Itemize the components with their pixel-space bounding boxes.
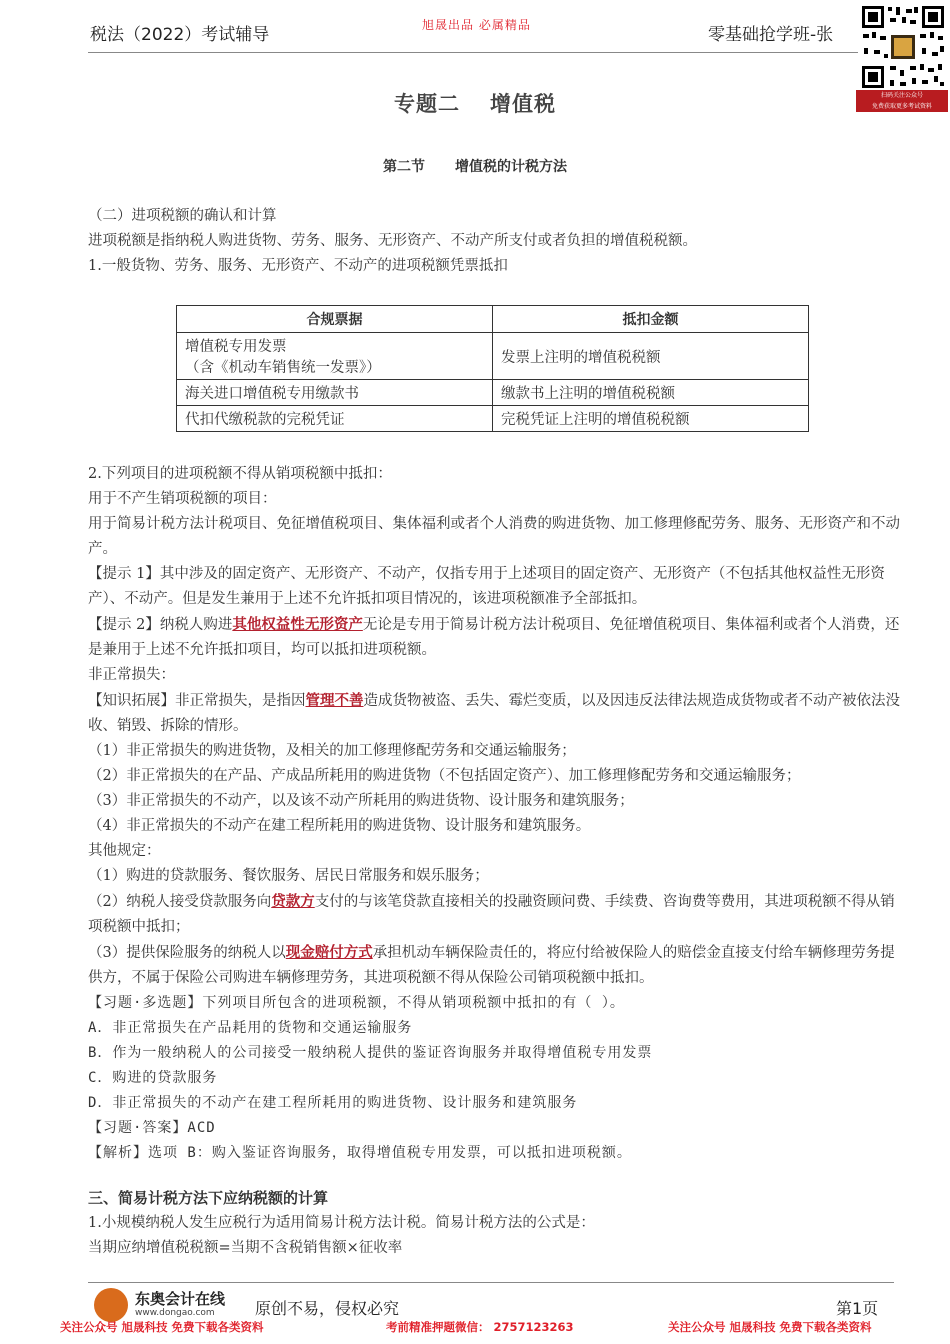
- table-cell: 完税凭证上注明的增值税税额: [493, 406, 809, 432]
- formula-line: 当期应纳增值税税额=当期不含税销售额×征收率: [88, 1240, 403, 1256]
- exercise-option-b: B．作为一般纳税人的公司接受一般纳税人提供的鉴证咨询服务并取得增值税专用发票: [88, 1045, 653, 1061]
- intro-line: 1.一般货物、劳务、服务、无形资产、不动产的进项税额凭票抵扣: [88, 258, 508, 274]
- list-item: （3）提供保险服务的纳税人以现金赔付方式承担机动车辆保险责任的，将应付给被保险人的赔偿金直接支付给车辆修理劳务提供方，不属于保险公司购进车辆修理劳务，其进项税额不得从保险公司销项税额中抵扣。: [88, 944, 895, 986]
- footer-promo-right: 关注公众号 旭晟科技 免费下载各类资料: [668, 1320, 872, 1334]
- exercise-analysis: 【解析】选项 B：购入鉴证咨询服务，取得增值税专用发票，可以抵扣进项税额。: [88, 1145, 632, 1161]
- deduction-table: [176, 305, 809, 432]
- qr-caption: 扫码关注公众号 免费获取更多考试资料: [856, 90, 948, 112]
- page-title: 专题二 增值税: [394, 92, 556, 116]
- paragraph: 非正常损失：: [88, 667, 175, 683]
- table-cell: 增值税专用发票 （含《机动车销售统一发票》）: [177, 333, 493, 380]
- qr-code-icon: [860, 4, 946, 90]
- intro-line: （二）进项税额的确认和计算: [88, 208, 277, 224]
- section3-block: [88, 1186, 900, 1261]
- table-cell: 缴款书上注明的增值税税额: [493, 380, 809, 406]
- header-doc-title: 税法（2022）考试辅导: [90, 25, 270, 45]
- table-row: [177, 380, 809, 406]
- highlight-term: 贷款方: [271, 893, 315, 910]
- body-block: [88, 462, 900, 1166]
- table-cell: 发票上注明的增值税税额: [493, 333, 809, 380]
- list-item: （4）非正常损失的不动产在建工程所耗用的购进货物、设计服务和建筑服务。: [88, 818, 591, 834]
- footer-logo-url: www.dongao.com: [135, 1308, 215, 1318]
- exercise-question: 【习题·多选题】下列项目所包含的进项税额，不得从销项税额中抵扣的有（ ）。: [88, 995, 625, 1011]
- highlight-term: 管理不善: [305, 692, 364, 709]
- section-subtitle: 第二节 增值税的计税方法: [383, 159, 567, 175]
- highlight-term: 其他权益性无形资产: [232, 616, 363, 633]
- exercise-answer: 【习题·答案】ACD: [88, 1120, 216, 1136]
- header-course-name: 零基础抢学班-张: [708, 25, 834, 45]
- intro-line: 进项税额是指纳税人购进货物、劳务、服务、无形资产、不动产所支付或者负担的增值税税额。: [88, 233, 697, 249]
- footer-promo-mid: 考前精准押题微信： 2757123263: [386, 1320, 574, 1334]
- exercise-option-c: C．购进的贷款服务: [88, 1070, 218, 1086]
- tip-2: 【提示 2】纳税人购进其他权益性无形资产无论是专用于简易计税方法计税项目、免征增值税项目、集体福利或者个人消费，还是兼用于上述不允许抵扣项目，均可以抵扣进项税额。: [88, 616, 900, 658]
- paragraph: 1.小规模纳税人发生应税行为适用简易计税方法计税。简易计税方法的公式是：: [88, 1215, 595, 1231]
- dongao-logo-icon: [94, 1288, 128, 1322]
- footer-copyright: 原创不易，侵权必究: [255, 1299, 400, 1318]
- paragraph: 2.下列项目的进项税额不得从销项税额中抵扣：: [88, 466, 392, 482]
- table-header-row: [177, 306, 809, 333]
- section-heading: 三、简易计税方法下应纳税额的计算: [88, 1189, 329, 1207]
- intro-block: [88, 204, 900, 279]
- table-header-cell: 合规票据: [177, 306, 493, 333]
- tip-1: 【提示 1】其中涉及的固定资产、无形资产、不动产，仅指专用于上述项目的固定资产、无形资产（不包括其他权益性无形资产）、不动产。但是发生兼用于上述不允许抵扣项目情况的，该进项税额准予全部抵扣。: [88, 566, 885, 607]
- table-header-cell: 抵扣金额: [493, 306, 809, 333]
- highlight-term: 现金赔付方式: [285, 944, 373, 961]
- knowledge-extension: 【知识拓展】非正常损失，是指因管理不善造成货物被盗、丢失、霉烂变质，以及因违反法律法规造成货物或者不动产被依法没收、销毁、拆除的情形。: [88, 692, 900, 734]
- footer-logo-name: 东奥会计在线: [135, 1290, 226, 1308]
- table-row: [177, 333, 809, 380]
- exercise-block: [88, 991, 900, 1166]
- list-item: （3）非正常损失的不动产，以及该不动产所耗用的购进货物、设计服务和建筑服务；: [88, 793, 634, 809]
- header-brand-slogan: 旭晟出品 必属精品: [422, 18, 531, 32]
- paragraph: 其他规定：: [88, 843, 161, 859]
- list-item: （1）购进的贷款服务、餐饮服务、居民日常服务和娱乐服务；: [88, 868, 489, 884]
- footer-promo-left: 关注公众号 旭晟科技 免费下载各类资料: [60, 1320, 264, 1334]
- exercise-option-a: A．非正常损失在产品耗用的货物和交通运输服务: [88, 1020, 413, 1036]
- page-number: 第1页: [836, 1299, 879, 1318]
- paragraph: 用于简易计税方法计税项目、免征增值税项目、集体福利或者个人消费的购进货物、加工修理修配劳务、服务、无形资产和不动产。: [88, 516, 900, 557]
- list-item: （2）非正常损失的在产品、产成品所耗用的购进货物（不包括固定资产）、加工修理修配劳务和交通运输服务；: [88, 768, 801, 784]
- list-item: （2）纳税人接受贷款服务向贷款方支付的与该笔贷款直接相关的投融资顾问费、手续费、咨询费等费用，其进项税额不得从销项税额中抵扣；: [88, 893, 895, 935]
- list-item: （1）非正常损失的购进货物，及相关的加工修理修配劳务和交通运输服务；: [88, 743, 576, 759]
- footer-divider: [88, 1282, 894, 1283]
- paragraph: 用于不产生销项税额的项目：: [88, 491, 277, 507]
- header-divider: [88, 52, 858, 53]
- table-row: [177, 406, 809, 432]
- exercise-option-d: D．非正常损失的不动产在建工程所耗用的购进货物、设计服务和建筑服务: [88, 1095, 578, 1111]
- table-cell: 代扣代缴税款的完税凭证: [177, 406, 493, 432]
- table-cell: 海关进口增值税专用缴款书: [177, 380, 493, 406]
